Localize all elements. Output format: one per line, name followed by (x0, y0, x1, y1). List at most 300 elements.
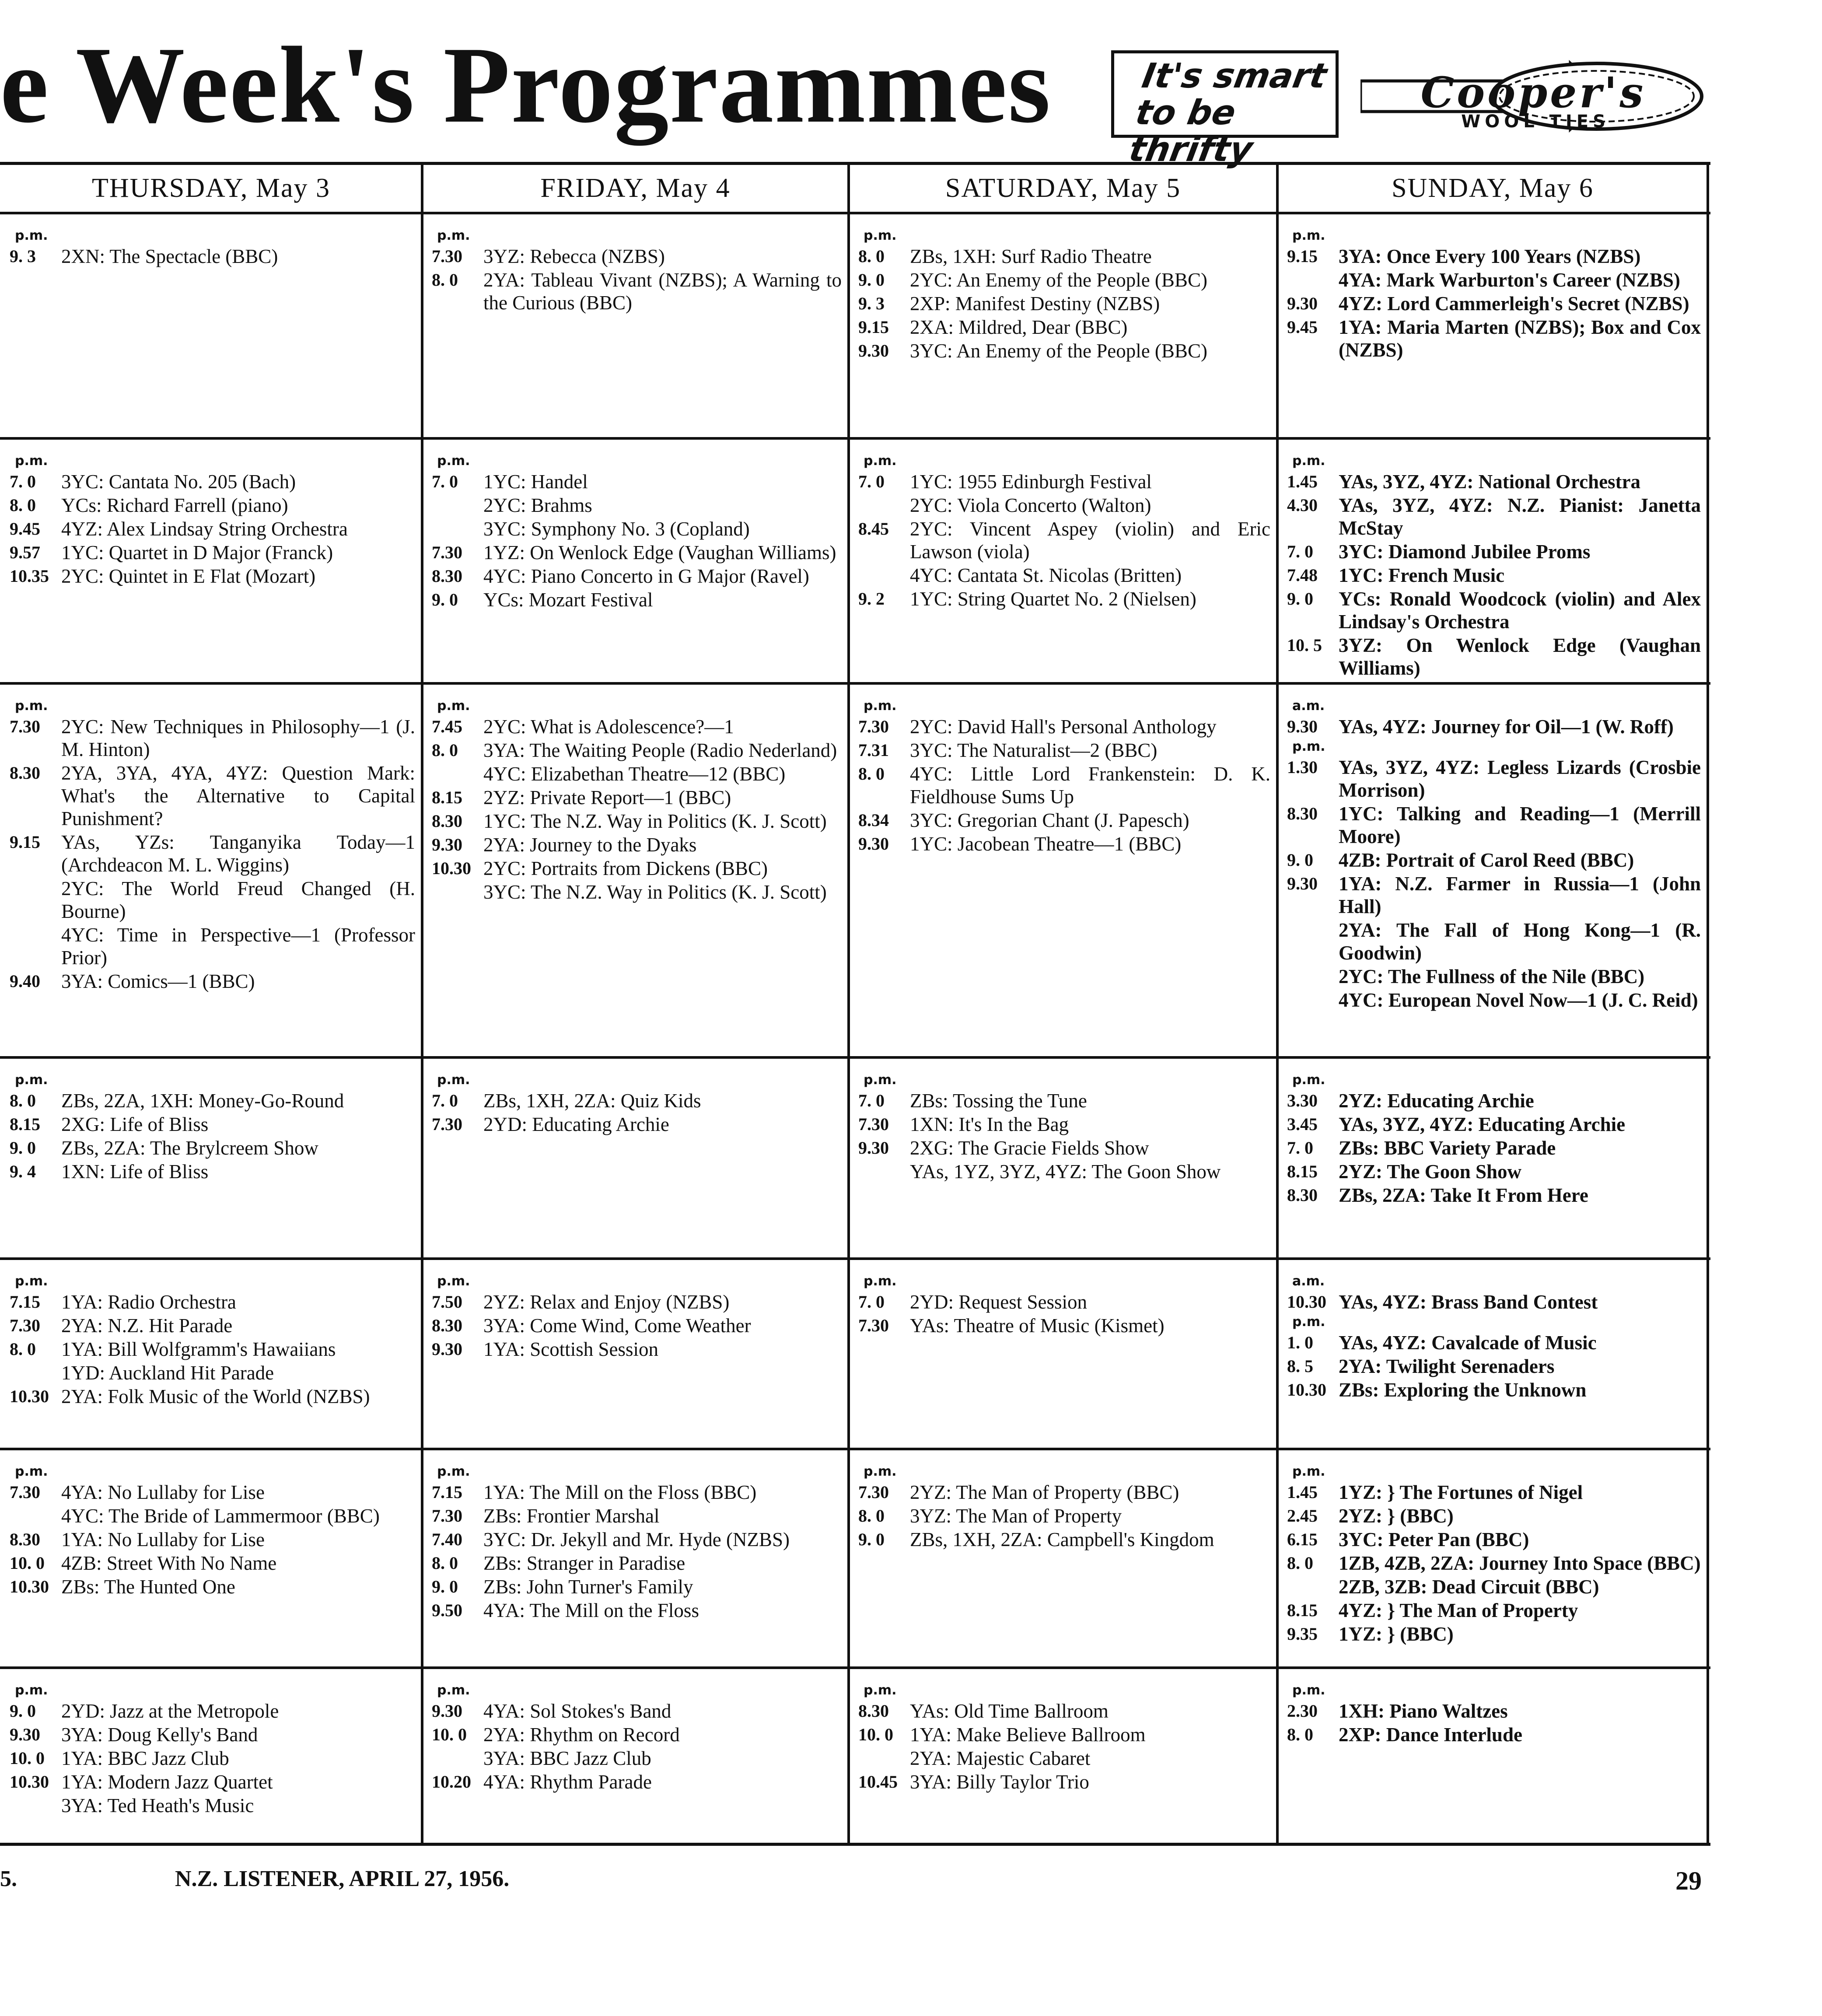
programme-entry (10, 518, 415, 540)
programme-cell (850, 685, 1276, 1056)
programme-title: 3YA: Come Wind, Come Weather (483, 1315, 751, 1337)
programme-title: 1XH: Piano Waltzes (1339, 1700, 1508, 1722)
programme-time: 10.30 (10, 1577, 49, 1596)
programme-time: 9.40 (10, 971, 40, 991)
time-period-label: p.m. (437, 1464, 470, 1479)
programme-cell (424, 1451, 847, 1666)
programme-title: 2XP: Manifest Destiny (NZBS) (910, 293, 1160, 315)
time-period-label: p.m. (15, 1464, 48, 1479)
programme-title: 2XG: Life of Bliss (61, 1113, 209, 1135)
programme-entry (1287, 540, 1701, 563)
programme-title: YAs, 3YZ, 4YZ: N.Z. Pianist: Janetta McStay (1339, 494, 1701, 539)
programme-entry (1287, 564, 1701, 587)
programme-title: 2XN: The Spectacle (BBC) (61, 245, 278, 267)
programme-entry (1287, 634, 1701, 679)
programme-entry (1287, 715, 1701, 738)
programme-entry (10, 1747, 415, 1770)
programme-title: 4YC: Elizabethan Theatre—12 (BBC) (483, 763, 786, 785)
programme-title: 1YA: Scottish Session (483, 1338, 659, 1360)
programme-title: 2YC: An Enemy of the People (BBC) (910, 269, 1207, 291)
programme-entry (1287, 919, 1701, 964)
programme-title: 1YC: Jacobean Theatre—1 (BBC) (910, 833, 1182, 855)
programme-time: 10.35 (10, 566, 49, 586)
programme-entry (432, 1089, 842, 1112)
programme-time: 9.45 (1287, 317, 1318, 337)
programme-entry (858, 809, 1270, 832)
programme-title: 1YC: The N.Z. Way in Politics (K. J. Scott) (483, 810, 827, 832)
programme-entry (1287, 1623, 1701, 1645)
programme-time: 7. 0 (858, 472, 885, 491)
programme-entry (1287, 756, 1701, 802)
time-period-label: p.m. (864, 453, 897, 469)
programme-entry (858, 1291, 1270, 1313)
programme-title: YAs, 1YZ, 3YZ, 4YZ: The Goon Show (910, 1161, 1221, 1183)
programme-time: 8.15 (10, 1114, 40, 1134)
programme-title: 4YA: Sol Stokes's Band (483, 1700, 671, 1722)
programme-entry (10, 1291, 415, 1313)
programme-time: 7.50 (432, 1292, 462, 1312)
programme-time: 8. 0 (10, 1091, 36, 1110)
programme-time: 9.15 (858, 317, 889, 337)
programme-title: 2YA: Tableau Vivant (NZBS); A Warning to the Curious (BBC) (483, 269, 842, 314)
programme-time (432, 881, 483, 903)
programme-entry (858, 518, 1270, 563)
programme-time: 10.30 (1287, 1380, 1326, 1400)
programme-time (432, 518, 483, 540)
programme-title: 3YA: Once Every 100 Years (NZBS) (1339, 245, 1641, 267)
programme-title: YAs, 4YZ: Brass Band Contest (1339, 1291, 1598, 1313)
advertisement (1111, 50, 1715, 169)
programme-time: 8.30 (1287, 1185, 1318, 1205)
programme-entry (858, 715, 1270, 738)
programme-time: 9.35 (1287, 1624, 1318, 1644)
programme-cell (424, 1260, 847, 1447)
programme-cell (424, 215, 847, 437)
programme-time: 8. 0 (10, 495, 36, 515)
programme-time: 7. 0 (858, 1292, 885, 1312)
programme-title: ZBs: The Hunted One (61, 1576, 235, 1598)
programme-entry (1287, 245, 1701, 268)
row-divider (0, 212, 1710, 214)
programme-time: 9.50 (432, 1600, 462, 1620)
programme-entry (10, 1137, 415, 1159)
programme-title: 2YA: Journey to the Dyaks (483, 834, 697, 856)
programme-time: 8. 0 (432, 1553, 458, 1573)
programme-entry (1287, 849, 1701, 872)
programme-title: 1YA: The Mill on the Floss (BBC) (483, 1481, 757, 1503)
programme-time: 9.30 (858, 1138, 889, 1158)
programme-entry (432, 470, 842, 493)
programme-entry (10, 1314, 415, 1337)
programme-entry (432, 541, 842, 564)
programme-entry (432, 588, 842, 611)
programme-title: 3YC: An Enemy of the People (BBC) (910, 340, 1207, 362)
day-header: SATURDAY, May 5 (945, 173, 1181, 203)
programme-entry (858, 1505, 1270, 1527)
programme-entry (858, 1160, 1270, 1183)
time-period-label: p.m. (1292, 1464, 1325, 1479)
programme-time (432, 494, 483, 517)
programme-entry (432, 565, 842, 588)
programme-cell (1279, 1260, 1706, 1447)
programme-entry (1287, 1700, 1701, 1722)
row-divider (0, 682, 1710, 685)
programme-entry (10, 1700, 415, 1722)
time-period-label: p.m. (15, 228, 48, 243)
programme-time (858, 564, 910, 587)
programme-entry (1287, 1184, 1701, 1207)
programme-time: 7.30 (432, 246, 462, 266)
time-period-label: p.m. (15, 1072, 48, 1088)
programme-title: 1YA: BBC Jazz Club (61, 1747, 229, 1769)
programme-time: 8. 0 (858, 764, 885, 784)
programme-time: 8. 0 (858, 1506, 885, 1526)
programme-entry (1287, 1599, 1701, 1622)
programme-entry (1287, 802, 1701, 848)
programme-entry (858, 1528, 1270, 1551)
programme-time: 7. 0 (1287, 1138, 1313, 1158)
programme-time: 7.30 (858, 1316, 889, 1335)
programme-title: 4ZB: Street With No Name (61, 1552, 277, 1574)
programme-title: 3YA: Comics—1 (BBC) (61, 970, 255, 992)
programme-title: 2YD: Educating Archie (483, 1113, 669, 1135)
programme-cell (850, 1059, 1276, 1257)
programme-title: 2XG: The Gracie Fields Show (910, 1137, 1149, 1159)
programme-title: ZBs, 2ZA, 1XH: Money-Go-Round (61, 1090, 344, 1112)
programme-title: 2YZ: Relax and Enjoy (NZBS) (483, 1291, 730, 1313)
programme-title: 1YA: Modern Jazz Quartet (61, 1771, 273, 1793)
programme-entry (432, 1528, 842, 1551)
ad-slogan-box (1111, 50, 1339, 169)
programme-cell (1279, 1670, 1706, 1841)
row-divider (0, 1056, 1710, 1059)
programme-time: 8.15 (1287, 1162, 1318, 1181)
programme-time: 8.30 (10, 763, 40, 783)
programme-time: 9.30 (10, 1725, 40, 1744)
programme-title: 1YD: Auckland Hit Parade (61, 1362, 274, 1384)
time-period-label: p.m. (15, 453, 48, 469)
programme-entry (1287, 1291, 1701, 1313)
programme-title: 2XA: Mildred, Dear (BBC) (910, 316, 1128, 338)
programme-title: 1ZB, 4ZB, 2ZA: Journey Into Space (BBC) (1339, 1552, 1701, 1574)
programme-title: 2ZB, 3ZB: Dead Circuit (BBC) (1339, 1576, 1599, 1598)
programme-title: YAs, 3YZ, 4YZ: National Orchestra (1339, 471, 1641, 493)
time-period-label: p.m. (864, 228, 897, 243)
programme-time: 1.45 (1287, 1482, 1318, 1502)
programme-title: ZBs: John Turner's Family (483, 1576, 693, 1598)
footer-publication: N.Z. LISTENER, APRIL 27, 1956. (175, 1866, 510, 1891)
time-period-label: p.m. (437, 1072, 470, 1088)
programme-title: 4YC: European Novel Now—1 (J. C. Reid) (1339, 989, 1698, 1011)
programme-cell (850, 215, 1276, 437)
programme-entry (10, 541, 415, 564)
programme-title: YAs: Theatre of Music (Kismet) (910, 1315, 1165, 1337)
programme-entry (858, 340, 1270, 362)
row-divider (0, 1666, 1710, 1669)
programme-time: 9. 4 (10, 1162, 36, 1181)
programme-entry (858, 269, 1270, 291)
programme-title: 2YA: Twilight Serenaders (1339, 1355, 1555, 1377)
programme-entry (858, 1481, 1270, 1504)
programme-time: 10. 5 (1287, 635, 1322, 655)
programme-entry (1287, 1137, 1701, 1159)
programme-entry (432, 1481, 842, 1504)
programme-time: 8.15 (1287, 1600, 1318, 1620)
programme-entry (858, 1771, 1270, 1793)
programme-time: 6.15 (1287, 1530, 1318, 1549)
programme-time: 9.30 (1287, 717, 1318, 736)
programme-entry (432, 269, 842, 314)
programme-time: 7. 0 (432, 472, 458, 491)
programme-cell (2, 215, 420, 437)
programme-time: 10.30 (10, 1386, 49, 1406)
time-period-label: p.m. (437, 228, 470, 243)
programme-cell (2, 440, 420, 682)
time-period-label: p.m. (864, 1464, 897, 1479)
programme-title: YAs: Old Time Ballroom (910, 1700, 1109, 1722)
programme-cell (2, 1260, 420, 1447)
programme-title: 1YZ: } The Fortunes of Nigel (1339, 1481, 1583, 1503)
programme-entry (858, 1113, 1270, 1136)
programme-time: 9.30 (858, 834, 889, 854)
programme-time: 9. 2 (858, 589, 885, 609)
programme-entry (432, 881, 842, 903)
programme-time (10, 1505, 61, 1527)
programme-time (432, 1747, 483, 1770)
programme-time: 9.30 (432, 835, 462, 854)
programme-time: 8.30 (10, 1530, 40, 1549)
programme-cell (424, 1059, 847, 1257)
programme-title: 4YZ: Lord Cammerleigh's Secret (NZBS) (1339, 293, 1689, 315)
programme-time: 3.45 (1287, 1114, 1318, 1134)
time-period-label: p.m. (864, 1683, 897, 1698)
programme-entry (858, 833, 1270, 855)
programme-cell (424, 1670, 847, 1841)
programme-title: YAs, 4YZ: Cavalcade of Music (1339, 1332, 1597, 1354)
time-period-label: p.m. (1292, 1314, 1325, 1330)
time-period-label: p.m. (864, 698, 897, 714)
programme-title: 2YA, 3YA, 4YA, 4YZ: Question Mark: What's the Alternative to Capital Punishment? (61, 762, 415, 830)
programme-time: 7.15 (10, 1292, 40, 1312)
programme-title: 2YA: N.Z. Hit Parade (61, 1315, 233, 1337)
programme-time (1287, 269, 1339, 291)
programme-title: 2XP: Dance Interlude (1339, 1724, 1522, 1746)
programme-time: 9. 0 (10, 1701, 36, 1721)
programme-title: YAs, 4YZ: Journey for Oil—1 (W. Roff) (1339, 716, 1674, 738)
programme-title: ZBs: Stranger in Paradise (483, 1552, 685, 1574)
programme-time: 7.30 (432, 1506, 462, 1526)
time-period-label: p.m. (864, 1072, 897, 1088)
programme-title: ZBs: Exploring the Unknown (1339, 1379, 1587, 1401)
row-divider (0, 437, 1710, 440)
programme-time (1287, 989, 1339, 1012)
programme-entry (858, 292, 1270, 315)
programme-entry (10, 1794, 415, 1817)
programme-title: 4YZ: Alex Lindsay String Orchestra (61, 518, 348, 540)
programme-title: 3YA: Billy Taylor Trio (910, 1771, 1089, 1793)
ad-slogan: It's smart to be thrifty (1126, 56, 1330, 169)
programme-time: 10.30 (1287, 1292, 1326, 1312)
programme-time (10, 877, 61, 923)
programme-title: YCs: Richard Farrell (piano) (61, 494, 288, 516)
programme-entry (10, 924, 415, 969)
programme-entry (1287, 989, 1701, 1012)
programme-time: 1. 0 (1287, 1333, 1313, 1352)
programme-cell (424, 685, 847, 1056)
column-divider (1276, 165, 1279, 1843)
programme-entry (1287, 1089, 1701, 1112)
programme-title: YCs: Ronald Woodcock (violin) and Alex Lindsay's Orchestra (1339, 588, 1701, 633)
programme-title: 2YZ: Private Report—1 (BBC) (483, 787, 731, 808)
programme-title: 2YD: Jazz at the Metropole (61, 1700, 279, 1722)
programme-entry (10, 1113, 415, 1136)
programme-title: 1YA: No Lullaby for Lise (61, 1529, 265, 1550)
programme-title: 3YZ: Rebecca (NZBS) (483, 245, 665, 267)
programme-title: ZBs: Frontier Marshal (483, 1505, 660, 1527)
programme-entry (858, 1723, 1270, 1746)
programme-entry (858, 470, 1270, 493)
programme-time (432, 763, 483, 785)
programme-title: 3YC: The Naturalist—2 (BBC) (910, 739, 1158, 761)
programme-grid (0, 162, 1710, 1846)
time-period-label: p.m. (1292, 453, 1325, 469)
programme-entry (858, 739, 1270, 762)
footer-left: 5. (0, 1866, 17, 1891)
programme-time: 7.30 (10, 717, 40, 736)
programme-entry (1287, 1331, 1701, 1354)
programme-entry (10, 1362, 415, 1384)
programme-entry (10, 494, 415, 517)
programme-title: 3YC: Peter Pan (BBC) (1339, 1529, 1529, 1550)
programme-cell (850, 1260, 1276, 1447)
programme-time (1287, 919, 1339, 964)
programme-cell (2, 685, 420, 1056)
programme-entry (1287, 470, 1701, 493)
programme-entry (432, 1700, 842, 1722)
programme-time: 9.30 (858, 341, 889, 360)
programme-time: 9.30 (1287, 874, 1318, 893)
programme-title: 2YC: Brahms (483, 494, 592, 516)
time-period-label: p.m. (15, 1683, 48, 1698)
programme-entry (10, 1338, 415, 1361)
programme-entry (432, 1314, 842, 1337)
programme-cell (1279, 440, 1706, 682)
programme-time: 7.30 (432, 542, 462, 562)
ad-tagline: WOOL TIES (1461, 112, 1610, 132)
programme-title: 1YA: Maria Marten (NZBS); Box and Cox (NZBS) (1339, 316, 1701, 361)
programme-title: 4YC: Piano Concerto in G Major (Ravel) (483, 565, 809, 587)
programme-title: ZBs, 2ZA: Take It From Here (1339, 1184, 1588, 1206)
programme-time: 8.45 (858, 519, 889, 539)
programme-entry (1287, 1723, 1701, 1746)
programme-cell (2, 1059, 420, 1257)
programme-time: 9. 0 (858, 270, 885, 290)
programme-entry (858, 494, 1270, 517)
programme-time: 9.30 (1287, 294, 1318, 313)
programme-entry (10, 1771, 415, 1793)
programme-entry (432, 715, 842, 738)
programme-cell (1279, 685, 1706, 1056)
programme-time: 4.30 (1287, 495, 1318, 515)
programme-entry (432, 518, 842, 540)
programme-title: 1YA: Make Believe Ballroom (910, 1724, 1146, 1746)
programme-title: 3YZ: On Wenlock Edge (Vaughan Williams) (1339, 634, 1701, 679)
programme-entry (10, 970, 415, 993)
programme-entry (432, 1723, 842, 1746)
programme-time (10, 1362, 61, 1384)
programme-title: YAs, YZs: Tanganyika Today—1 (Archdeacon M. L. Wiggins) (61, 831, 415, 876)
programme-title: 2YC: The Fullness of the Nile (BBC) (1339, 966, 1645, 987)
programme-time: 7.30 (858, 1114, 889, 1134)
programme-title: 3YZ: The Man of Property (910, 1505, 1122, 1527)
programme-entry (10, 245, 415, 268)
programme-entry (432, 1575, 842, 1598)
programme-time: 7.30 (858, 717, 889, 736)
programme-title: 2YC: Viola Concerto (Walton) (910, 494, 1151, 516)
programme-entry (1287, 1552, 1701, 1575)
programme-entry (858, 245, 1270, 268)
programme-time: 9. 3 (10, 246, 36, 266)
programme-title: 2YA: The Fall of Hong Kong—1 (R. Goodwin) (1339, 919, 1701, 964)
programme-entry (1287, 872, 1701, 918)
programme-entry (10, 715, 415, 761)
programme-title: 1YA: Bill Wolfgramm's Hawaiians (61, 1338, 336, 1360)
time-period-label: p.m. (437, 698, 470, 714)
programme-time: 8. 0 (432, 740, 458, 760)
programme-entry (10, 877, 415, 923)
time-period-label: p.m. (1292, 1683, 1325, 1698)
programme-entry (858, 1314, 1270, 1337)
programme-entry (432, 1552, 842, 1575)
programme-time: 9.30 (432, 1701, 462, 1721)
programme-entry (1287, 588, 1701, 633)
programme-title: 2YC: David Hall's Personal Anthology (910, 716, 1217, 738)
programme-title: 1YA: Radio Orchestra (61, 1291, 236, 1313)
programme-title: 1XN: Life of Bliss (61, 1161, 209, 1183)
programme-time: 8.34 (858, 810, 889, 830)
programme-entry (10, 1723, 415, 1746)
programme-time (10, 1794, 61, 1817)
time-period-label: p.m. (15, 698, 48, 714)
programme-entry (858, 763, 1270, 808)
programme-entry (1287, 1505, 1701, 1527)
programme-title: 2YA: Folk Music of the World (NZBS) (61, 1386, 370, 1407)
day-header: SUNDAY, May 6 (1392, 173, 1594, 203)
programme-time: 7.30 (432, 1114, 462, 1134)
programme-entry (1287, 494, 1701, 539)
programme-time: 7.30 (10, 1482, 40, 1502)
programme-title: 4YA: Mark Warburton's Career (NZBS) (1339, 269, 1680, 291)
programme-time: 8.30 (1287, 804, 1318, 823)
programme-time: 9. 0 (432, 1577, 458, 1596)
programme-title: 3YA: Doug Kelly's Band (61, 1724, 258, 1746)
programme-entry (432, 494, 842, 517)
programme-title: 2YZ: The Goon Show (1339, 1161, 1522, 1183)
programme-time: 1.45 (1287, 472, 1318, 491)
programme-title: ZBs, 1XH, 2ZA: Quiz Kids (483, 1090, 701, 1112)
programme-time: 10. 0 (858, 1725, 893, 1744)
programme-entry (858, 1137, 1270, 1159)
programme-time: 10. 0 (432, 1725, 467, 1744)
row-divider (0, 1257, 1710, 1260)
programme-time: 8.30 (432, 1316, 462, 1335)
programme-title: 2YZ: Educating Archie (1339, 1090, 1534, 1112)
programme-title: 2YZ: } (BBC) (1339, 1505, 1454, 1527)
time-period-label: a.m. (1292, 1274, 1325, 1289)
programme-title: 3YA: The Waiting People (Radio Nederland) (483, 739, 837, 761)
programme-entry (1287, 1528, 1701, 1551)
programme-title: 2YC: Portraits from Dickens (BBC) (483, 858, 768, 879)
